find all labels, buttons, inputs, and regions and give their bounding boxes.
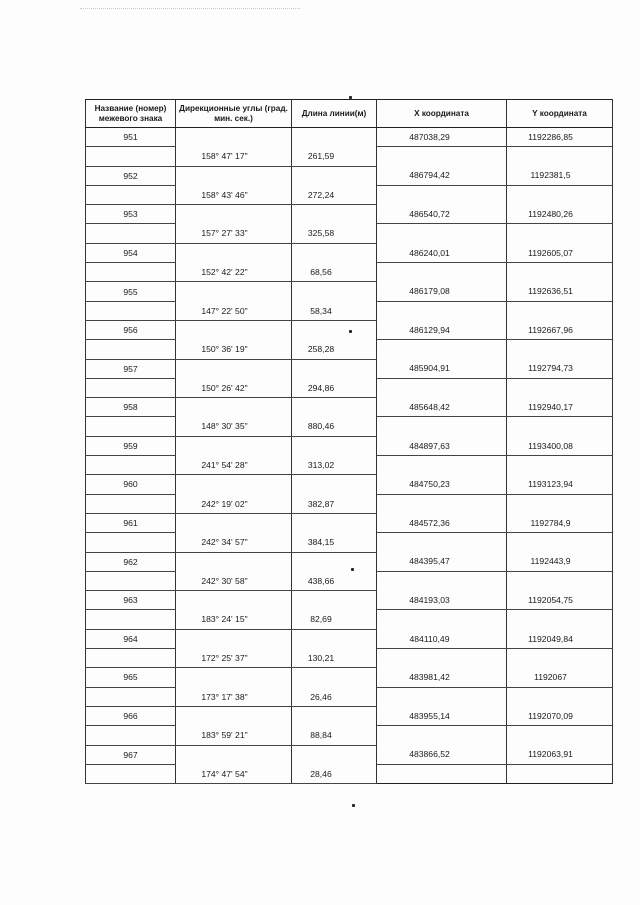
point-name: 962: [86, 552, 176, 571]
name-cell-empty: [86, 533, 176, 552]
direction-angle: 157° 27' 33": [176, 224, 292, 243]
x-cell-empty: [377, 224, 507, 243]
angle-cell-empty: [176, 591, 292, 610]
x-cell-empty: [377, 764, 507, 783]
y-coordinate: 1192667,96: [507, 320, 613, 339]
table-row: [86, 243, 613, 262]
table-row: [86, 668, 613, 687]
point-name: 964: [86, 629, 176, 648]
name-cell-empty: [86, 764, 176, 783]
table-row: [86, 359, 613, 378]
line-length: 272,24: [292, 185, 377, 204]
x-coordinate: 484572,36: [377, 513, 507, 532]
length-cell-empty: [292, 320, 377, 339]
y-cell-empty: [507, 224, 613, 243]
point-name: 967: [86, 745, 176, 764]
point-name: 965: [86, 668, 176, 687]
x-coordinate: 486129,94: [377, 320, 507, 339]
point-name: 963: [86, 591, 176, 610]
table-row: [86, 649, 613, 668]
table-row: [86, 726, 613, 745]
y-coordinate: 1192063,91: [507, 745, 613, 764]
y-cell-empty: [507, 764, 613, 783]
x-cell-empty: [377, 147, 507, 166]
name-cell-empty: [86, 340, 176, 359]
x-coordinate: 485904,91: [377, 359, 507, 378]
length-cell-empty: [292, 282, 377, 301]
y-cell-empty: [507, 417, 613, 436]
x-cell-empty: [377, 649, 507, 668]
line-length: 313,02: [292, 456, 377, 475]
point-name: 966: [86, 706, 176, 725]
header-name: Название (номер) межевого знака: [86, 100, 176, 128]
x-coordinate: 486540,72: [377, 205, 507, 224]
scan-artifact: [80, 8, 300, 15]
y-coordinate: 1192794,73: [507, 359, 613, 378]
table-row: [86, 687, 613, 706]
line-length: 438,66: [292, 571, 377, 590]
line-length: 325,58: [292, 224, 377, 243]
x-cell-empty: [377, 610, 507, 629]
x-coordinate: 486179,08: [377, 282, 507, 301]
line-length: 26,46: [292, 687, 377, 706]
direction-angle: 150° 26' 42": [176, 378, 292, 397]
name-cell-empty: [86, 687, 176, 706]
y-coordinate: 1192381,5: [507, 166, 613, 185]
x-cell-empty: [377, 340, 507, 359]
y-cell-empty: [507, 263, 613, 282]
y-cell-empty: [507, 147, 613, 166]
x-coordinate: 486794,42: [377, 166, 507, 185]
point-name: 956: [86, 320, 176, 339]
direction-angle: 242° 30' 58": [176, 571, 292, 590]
x-cell-empty: [377, 456, 507, 475]
table-row: [86, 417, 613, 436]
direction-angle: 147° 22' 50": [176, 301, 292, 320]
x-cell-empty: [377, 378, 507, 397]
y-cell-empty: [507, 494, 613, 513]
angle-cell-empty: [176, 128, 292, 147]
y-coordinate: 1192784,9: [507, 513, 613, 532]
direction-angle: 152° 42' 22": [176, 263, 292, 282]
direction-angle: 150° 36' 19": [176, 340, 292, 359]
angle-cell-empty: [176, 282, 292, 301]
y-coordinate: 1192286,85: [507, 128, 613, 147]
line-length: 880,46: [292, 417, 377, 436]
point-name: 955: [86, 282, 176, 301]
line-length: 261,59: [292, 147, 377, 166]
y-coordinate: 1192054,75: [507, 591, 613, 610]
table-row: [86, 166, 613, 185]
y-coordinate: 1192605,07: [507, 243, 613, 262]
length-cell-empty: [292, 475, 377, 494]
name-cell-empty: [86, 417, 176, 436]
length-cell-empty: [292, 398, 377, 417]
x-coordinate: 484193,03: [377, 591, 507, 610]
length-cell-empty: [292, 552, 377, 571]
line-length: 28,46: [292, 764, 377, 783]
direction-angle: 242° 34' 57": [176, 533, 292, 552]
y-cell-empty: [507, 571, 613, 590]
angle-cell-empty: [176, 668, 292, 687]
y-coordinate: 1192636,51: [507, 282, 613, 301]
length-cell-empty: [292, 359, 377, 378]
table-row: [86, 436, 613, 455]
table-row: [86, 610, 613, 629]
x-coordinate: 484750,23: [377, 475, 507, 494]
header-length: Длина линии(м): [292, 100, 377, 128]
angle-cell-empty: [176, 436, 292, 455]
header-angle: Дирекционные углы (град. мин. сек.): [176, 100, 292, 128]
x-coordinate: 487038,29: [377, 128, 507, 147]
name-cell-empty: [86, 185, 176, 204]
x-cell-empty: [377, 185, 507, 204]
table-row: [86, 513, 613, 532]
angle-cell-empty: [176, 475, 292, 494]
table-row: [86, 456, 613, 475]
scan-mark: [349, 330, 352, 333]
point-name: 951: [86, 128, 176, 147]
direction-angle: 173° 17' 38": [176, 687, 292, 706]
table-row: [86, 629, 613, 648]
name-cell-empty: [86, 571, 176, 590]
point-name: 961: [86, 513, 176, 532]
line-length: 82,69: [292, 610, 377, 629]
table-row: [86, 475, 613, 494]
direction-angle: 241° 54' 28": [176, 456, 292, 475]
x-cell-empty: [377, 494, 507, 513]
y-cell-empty: [507, 649, 613, 668]
table-row: [86, 494, 613, 513]
name-cell-empty: [86, 494, 176, 513]
table-row: [86, 301, 613, 320]
name-cell-empty: [86, 378, 176, 397]
table-row: [86, 282, 613, 301]
table-row: [86, 764, 613, 783]
y-cell-empty: [507, 301, 613, 320]
x-coordinate: 483955,14: [377, 706, 507, 725]
y-coordinate: 1192070,09: [507, 706, 613, 725]
direction-angle: 183° 24' 15": [176, 610, 292, 629]
table-row: [86, 263, 613, 282]
table-row: [86, 552, 613, 571]
y-cell-empty: [507, 456, 613, 475]
direction-angle: 158° 47' 17": [176, 147, 292, 166]
line-length: 68,56: [292, 263, 377, 282]
x-coordinate: 484897,63: [377, 436, 507, 455]
angle-cell-empty: [176, 320, 292, 339]
name-cell-empty: [86, 456, 176, 475]
boundary-coordinates-table: [85, 99, 613, 784]
length-cell-empty: [292, 745, 377, 764]
direction-angle: 183° 59' 21": [176, 726, 292, 745]
table-header-row: [86, 100, 613, 128]
angle-cell-empty: [176, 706, 292, 725]
point-name: 953: [86, 205, 176, 224]
name-cell-empty: [86, 301, 176, 320]
table-row: [86, 571, 613, 590]
table-row: [86, 128, 613, 147]
length-cell-empty: [292, 668, 377, 687]
x-cell-empty: [377, 726, 507, 745]
point-name: 959: [86, 436, 176, 455]
name-cell-empty: [86, 224, 176, 243]
y-cell-empty: [507, 533, 613, 552]
y-coordinate: 1192049,84: [507, 629, 613, 648]
header-y: Y координата: [507, 100, 613, 128]
line-length: 88,84: [292, 726, 377, 745]
y-cell-empty: [507, 185, 613, 204]
direction-angle: 242° 19' 02": [176, 494, 292, 513]
x-cell-empty: [377, 533, 507, 552]
y-coordinate: 1192443,9: [507, 552, 613, 571]
header-x: X координата: [377, 100, 507, 128]
angle-cell-empty: [176, 398, 292, 417]
name-cell-empty: [86, 726, 176, 745]
line-length: 384,15: [292, 533, 377, 552]
direction-angle: 158° 43' 46": [176, 185, 292, 204]
y-coordinate: 1193400,08: [507, 436, 613, 455]
angle-cell-empty: [176, 166, 292, 185]
point-name: 957: [86, 359, 176, 378]
length-cell-empty: [292, 706, 377, 725]
line-length: 58,34: [292, 301, 377, 320]
x-coordinate: 485648,42: [377, 398, 507, 417]
length-cell-empty: [292, 629, 377, 648]
length-cell-empty: [292, 243, 377, 262]
angle-cell-empty: [176, 629, 292, 648]
scan-mark: [352, 804, 355, 807]
x-coordinate: 484395,47: [377, 552, 507, 571]
name-cell-empty: [86, 610, 176, 629]
length-cell-empty: [292, 513, 377, 532]
point-name: 958: [86, 398, 176, 417]
table-row: [86, 745, 613, 764]
angle-cell-empty: [176, 205, 292, 224]
x-coordinate: 483866,52: [377, 745, 507, 764]
angle-cell-empty: [176, 745, 292, 764]
x-cell-empty: [377, 263, 507, 282]
table-row: [86, 147, 613, 166]
table-row: [86, 340, 613, 359]
y-cell-empty: [507, 340, 613, 359]
line-length: 382,87: [292, 494, 377, 513]
name-cell-empty: [86, 147, 176, 166]
x-coordinate: 484110,49: [377, 629, 507, 648]
length-cell-empty: [292, 166, 377, 185]
table-row: [86, 398, 613, 417]
angle-cell-empty: [176, 552, 292, 571]
y-coordinate: 1192940,17: [507, 398, 613, 417]
point-name: 954: [86, 243, 176, 262]
line-length: 130,21: [292, 649, 377, 668]
point-name: 960: [86, 475, 176, 494]
y-coordinate: 1192067: [507, 668, 613, 687]
scan-mark: [349, 96, 352, 99]
direction-angle: 174° 47' 54": [176, 764, 292, 783]
length-cell-empty: [292, 436, 377, 455]
table-row: [86, 706, 613, 725]
y-cell-empty: [507, 610, 613, 629]
x-coordinate: 486240,01: [377, 243, 507, 262]
length-cell-empty: [292, 591, 377, 610]
table-row: [86, 533, 613, 552]
y-coordinate: 1192480,26: [507, 205, 613, 224]
x-cell-empty: [377, 417, 507, 436]
table-row: [86, 205, 613, 224]
x-cell-empty: [377, 301, 507, 320]
table-row: [86, 591, 613, 610]
direction-angle: 148° 30' 35": [176, 417, 292, 436]
scan-mark: [351, 568, 354, 571]
length-cell-empty: [292, 205, 377, 224]
x-cell-empty: [377, 687, 507, 706]
x-cell-empty: [377, 571, 507, 590]
x-coordinate: 483981,42: [377, 668, 507, 687]
angle-cell-empty: [176, 513, 292, 532]
name-cell-empty: [86, 649, 176, 668]
angle-cell-empty: [176, 243, 292, 262]
table-row: [86, 185, 613, 204]
y-cell-empty: [507, 726, 613, 745]
table-row: [86, 378, 613, 397]
line-length: 294,86: [292, 378, 377, 397]
angle-cell-empty: [176, 359, 292, 378]
direction-angle: 172° 25' 37": [176, 649, 292, 668]
y-coordinate: 1193123,94: [507, 475, 613, 494]
table-body: [86, 128, 613, 784]
table-row: [86, 224, 613, 243]
y-cell-empty: [507, 378, 613, 397]
name-cell-empty: [86, 263, 176, 282]
length-cell-empty: [292, 128, 377, 147]
y-cell-empty: [507, 687, 613, 706]
point-name: 952: [86, 166, 176, 185]
line-length: 258,28: [292, 340, 377, 359]
